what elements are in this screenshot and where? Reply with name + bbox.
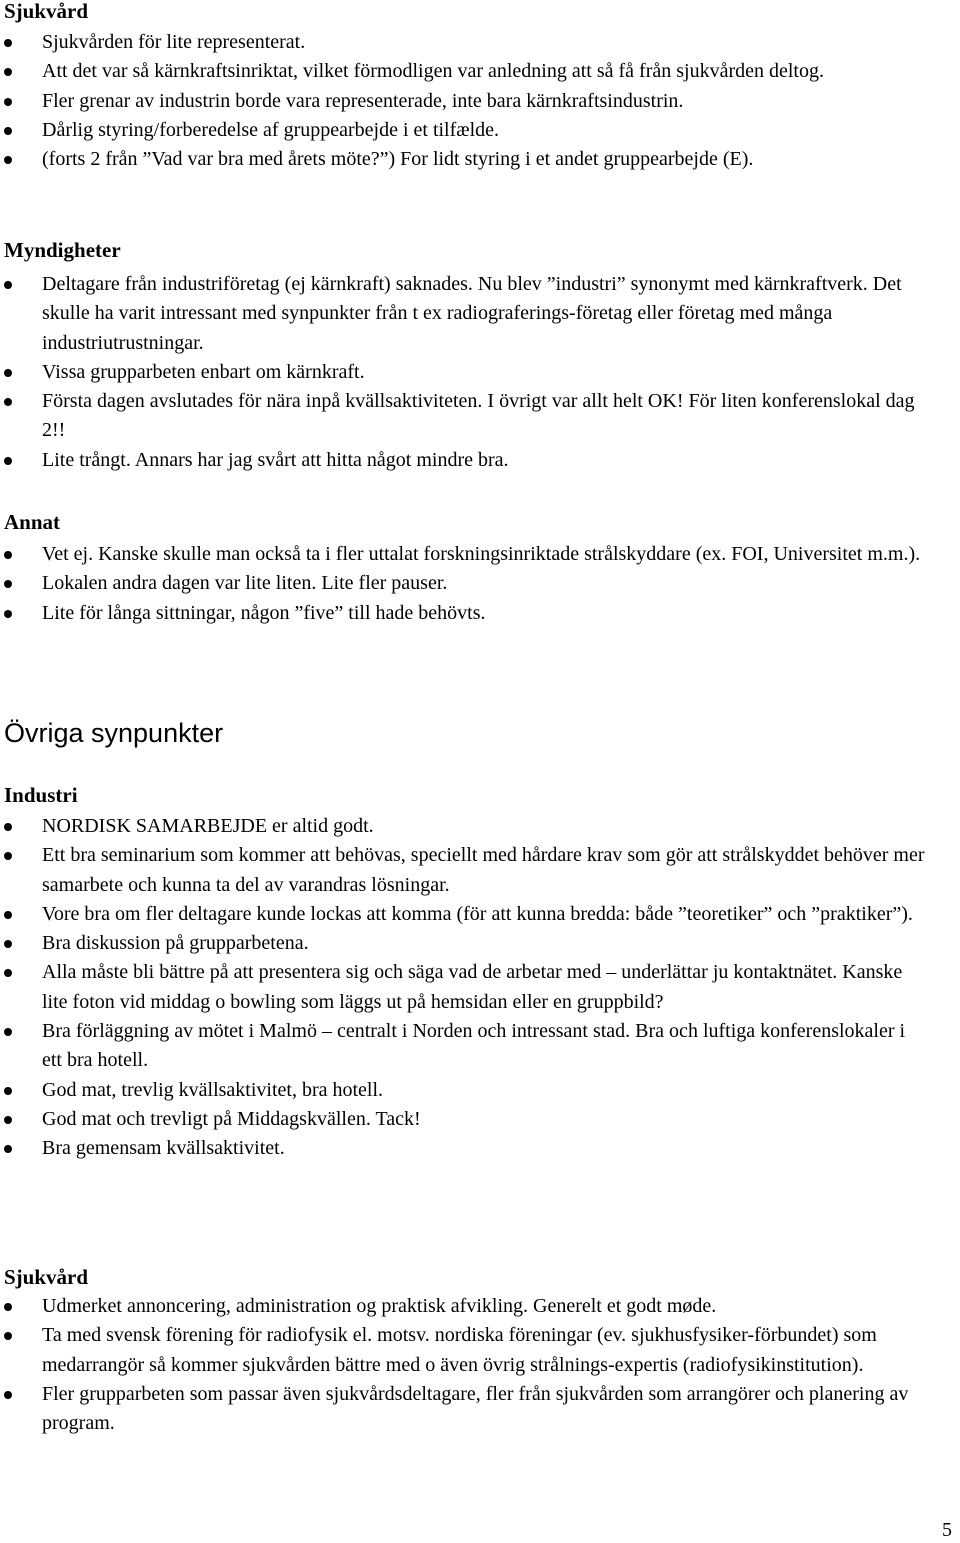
bullet-icon [4, 457, 12, 465]
list-item [0, 1134, 930, 1163]
list-item [0, 358, 930, 387]
list-item [0, 28, 930, 57]
list-item-text: Udmerket annoncering, administration og praktisk afvikling. Generelt et godt møde. [42, 1295, 717, 1317]
bullet-icon [4, 39, 12, 47]
list-item-text: Sjukvården för lite representerat. [42, 31, 306, 53]
section-heading-sjukvard: Sjukvård [4, 0, 89, 23]
list-item-text: Första dagen avslutades för nära inpå kvällsaktiviteten. I övrigt var allt helt OK! För liten konferenslokal dag 2!! [42, 390, 915, 442]
list-item [0, 1292, 930, 1321]
bullet-icon [4, 610, 12, 618]
list-item [0, 1017, 930, 1076]
list-item [0, 569, 930, 598]
list-item [0, 900, 930, 929]
list-item [0, 540, 930, 569]
list-item [0, 1105, 930, 1134]
list-item [0, 599, 930, 628]
section-heading-annat: Annat [4, 510, 61, 534]
section-heading-myndigheter: Myndigheter [4, 238, 121, 262]
list-item-text: NORDISK SAMARBEJDE er altid godt. [42, 815, 374, 837]
list-item-text: God mat, trevlig kvällsaktivitet, bra hotell. [42, 1078, 384, 1101]
list-item-text: Bra förläggning av mötet i Malmö – centralt i Norden och intressant stad. Bra och luftiga konferenslokaler i ett bra hotell. [42, 1020, 906, 1072]
list-item-text: Dårlig styring/forberedelse af gruppearbejde i et tilfælde. [42, 118, 500, 141]
list-item [0, 387, 930, 446]
bullet-icon [4, 156, 12, 164]
list-item-text: Fler grupparbeten som passar även sjukvårdsdeltagare, fler från sjukvården som arrangörer och planering av program. [42, 1382, 909, 1435]
bullet-icon [4, 940, 12, 948]
list-item-text: Alla måste bli bättre på att presentera sig och säga vad de arbetar med – underlättar ju kontaktnätet. Kanske lite foton vid middag o bowling som läggs ut på hemsidan eller en gruppbild? [42, 961, 903, 1013]
list-item-text: Bra gemensam kvällsaktivitet. [42, 1137, 285, 1160]
bullet-icon [4, 1116, 12, 1124]
list-item-text: Ta med svensk förening för radiofysik el. motsv. nordiska föreningar (ev. sjukhusfysiker-förbundet) som medarrangör så kommer sjukvården bättre med o även övrig strålnings-expertis (radiofysikinstitution). [42, 1324, 877, 1376]
bullet-icon [4, 1303, 12, 1311]
bullet-icon [4, 1145, 12, 1153]
bullet-icon [4, 969, 12, 977]
bullet-icon [4, 1332, 12, 1340]
list-item-text: Vore bra om fler deltagare kunde lockas att komma (för att kunna bredda: både ”teoretiker” och ”praktiker”). [42, 902, 913, 925]
list-item-text: Lite trångt. Annars har jag svårt att hitta något mindre bra. [42, 448, 509, 471]
list-item [0, 270, 930, 358]
bullet-icon [4, 823, 12, 831]
list-item-text: Lite för långa sittningar, någon ”five” till hade behövts. [42, 601, 486, 624]
list-item [0, 116, 930, 145]
bullet-icon [4, 127, 12, 135]
bullet-icon [4, 398, 12, 406]
bullet-icon [4, 369, 12, 377]
sjukvard-list [0, 28, 930, 174]
list-item-text: God mat och trevligt på Middagskvällen. Tack! [42, 1107, 421, 1130]
bullet-icon [4, 551, 12, 559]
list-item [0, 1321, 930, 1380]
bullet-icon [4, 1028, 12, 1036]
list-item [0, 929, 930, 958]
list-item-text: Deltagare från industriföretag (ej kärnkraft) saknades. Nu blev ”industri” synonymt med kärnkraftverk. Det skulle ha varit intressant med synpunkter från t ex radiograferings-företag eller företag med många industriutrustningar. [42, 273, 902, 354]
list-item [0, 446, 930, 475]
myndigheter-list [0, 270, 930, 475]
bullet-icon [4, 852, 12, 860]
list-item [0, 1076, 930, 1105]
bullet-icon [4, 911, 12, 919]
list-item [0, 87, 930, 116]
list-item [0, 57, 930, 86]
bullet-icon [4, 1087, 12, 1095]
page-number: 5 [942, 1519, 952, 1541]
list-item-text: Vissa grupparbeten enbart om kärnkraft. [42, 360, 365, 383]
list-item-text: Vet ej. Kanske skulle man också ta i fler uttalat forskningsinriktade strålskyddare (ex. FOI, Universitet m.m.). [42, 543, 921, 565]
list-item-text: Lokalen andra dagen var lite liten. Lite fler pauser. [42, 572, 448, 595]
industri-list [0, 812, 930, 1164]
bullet-icon [4, 68, 12, 76]
page-heading-ovriga-synpunkter: Övriga synpunkter [4, 718, 224, 748]
list-item-text: (forts 2 från ”Vad var bra med årets möte?”) For lidt styring i et andet gruppearbejde (E). [42, 148, 754, 171]
list-item-text: Fler grenar av industrin borde vara representerade, inte bara kärnkraftsindustrin. [42, 89, 684, 112]
list-item [0, 145, 930, 174]
list-item [0, 958, 930, 1017]
section-heading-industri: Industri [4, 783, 78, 807]
annat-list [0, 540, 930, 628]
bullet-icon [4, 1391, 12, 1399]
sjukvard-2-list [0, 1292, 930, 1438]
list-item [0, 812, 930, 841]
list-item-text: Ett bra seminarium som kommer att behövas, speciellt med hårdare krav som gör att strålskyddet behöver mer samarbete och kunna ta del av varandras lösningar. [42, 844, 925, 896]
list-item-text: Att det var så kärnkraftsinriktat, vilket förmodligen var anledning att så få från sjukvården deltog. [42, 60, 824, 83]
bullet-icon [4, 580, 12, 588]
list-item [0, 1380, 930, 1439]
bullet-icon [4, 281, 12, 289]
list-item [0, 841, 930, 900]
bullet-icon [4, 98, 12, 106]
list-item-text: Bra diskussion på grupparbetena. [42, 932, 309, 955]
section-heading-sjukvard-2: Sjukvård [4, 1265, 89, 1289]
